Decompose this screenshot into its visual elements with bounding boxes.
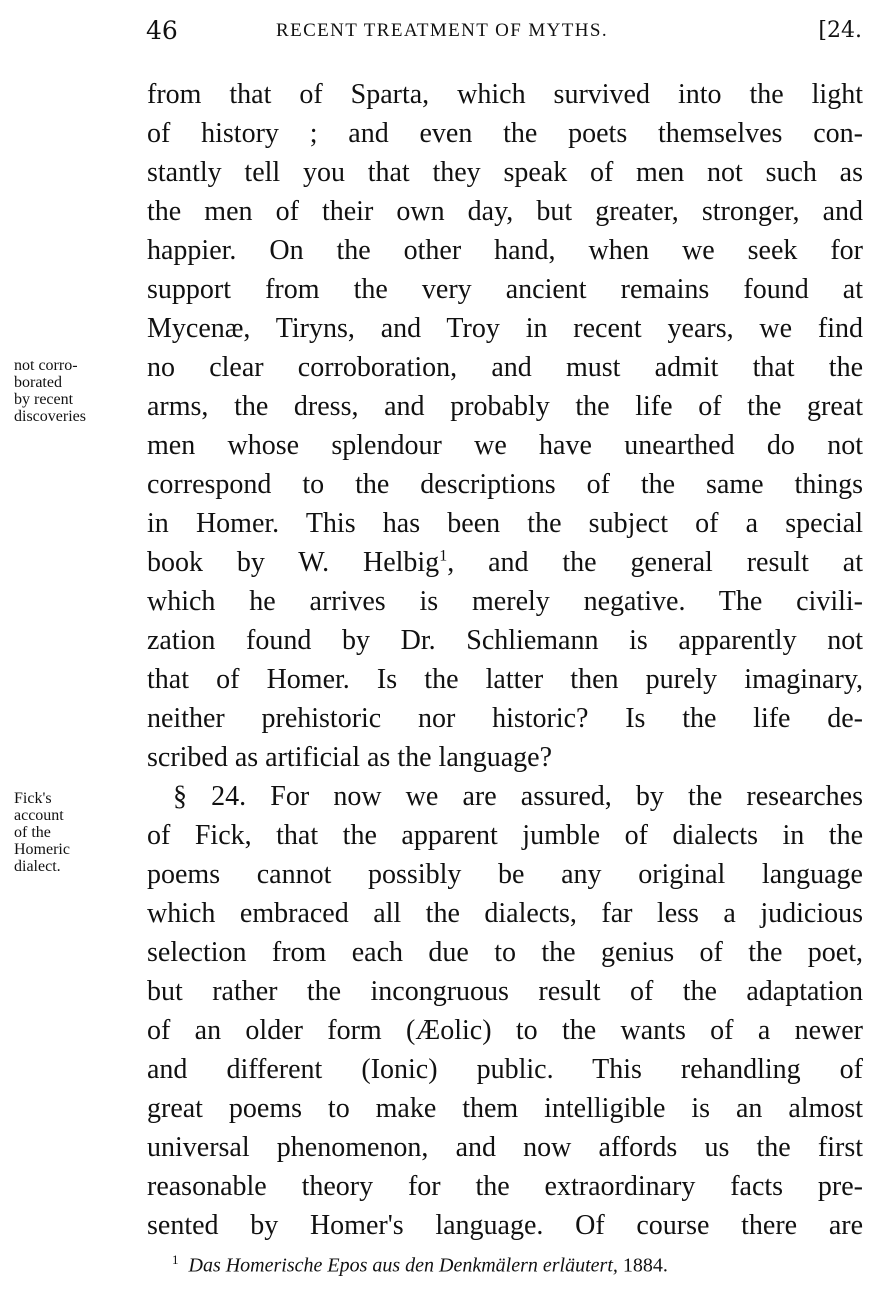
text-line: men whose splendour we have unearthed do not xyxy=(147,430,863,461)
text-line-with-footnote xyxy=(147,543,863,582)
text-line: which he arrives is merely negative. The civili- xyxy=(147,586,863,617)
text-line: selection from each due to the genius of the poet, xyxy=(147,937,863,968)
footnote-reference: 1 xyxy=(439,547,448,565)
text-line: no clear corroboration, and must admit that the xyxy=(147,352,863,383)
margin-note-line: Fick's xyxy=(14,790,52,807)
text-line: support from the very ancient remains found at xyxy=(147,274,863,305)
margin-note-line: dialect. xyxy=(14,858,61,875)
text-line: zation found by Dr. Schliemann is apparently not xyxy=(147,625,863,656)
text-line: neither prehistoric nor historic? Is the life de- xyxy=(147,703,863,734)
body-text xyxy=(147,75,863,1245)
margin-note-line: Homeric xyxy=(14,841,70,858)
text-segment: , and the general result at xyxy=(447,547,863,578)
text-line: of an older form (Æolic) to the wants of a newer xyxy=(147,1015,863,1046)
text-line: scribed as artificial as the language? xyxy=(147,742,553,773)
text-line: and different (Ionic) public. This rehandling of xyxy=(147,1054,863,1085)
margin-note-line: of the xyxy=(14,824,51,841)
text-line: of Fick, that the apparent jumble of dialects in the xyxy=(147,820,863,851)
page-header xyxy=(146,14,862,48)
section-mark: [24. xyxy=(818,18,862,43)
margin-note-line: discoveries xyxy=(14,408,86,425)
text-line: happier. On the other hand, when we seek for xyxy=(147,235,863,266)
margin-note-line: not corro- xyxy=(14,357,78,374)
text-line: but rather the incongruous result of the adaptation xyxy=(147,976,863,1007)
text-line: poems cannot possibly be any original language xyxy=(147,859,863,890)
text-line: Mycenæ, Tiryns, and Troy in recent years, we find xyxy=(147,313,863,344)
section-24-start: § 24. For now we are assured, by the researches xyxy=(173,781,863,812)
footnote-marker: 1 xyxy=(172,1252,179,1267)
text-segment: book by W. Helbig xyxy=(147,547,440,578)
text-line: stantly tell you that they speak of men not such as xyxy=(147,157,863,188)
text-line: reasonable theory for the extraordinary facts pre- xyxy=(147,1171,863,1202)
text-line: the men of their own day, but greater, stronger, and xyxy=(147,196,863,227)
text-line: arms, the dress, and probably the life of the great xyxy=(147,391,863,422)
text-line: universal phenomenon, and now affords us the first xyxy=(147,1132,863,1163)
page-number: 46 xyxy=(146,16,178,45)
text-line: which embraced all the dialects, far less a judicious xyxy=(147,898,863,929)
margin-note-line: borated xyxy=(14,374,62,391)
text-line: that of Homer. Is the latter then purely imaginary, xyxy=(147,664,863,695)
margin-note-line: account xyxy=(14,807,64,824)
margin-note-corroboration xyxy=(14,357,142,425)
text-line: from that of Sparta, which survived into the light xyxy=(147,79,863,110)
footnote-year: 1884. xyxy=(622,1254,668,1277)
text-line: great poems to make them intelligible is an almost xyxy=(147,1093,863,1124)
margin-note-fick xyxy=(14,790,142,875)
text-line: sented by Homer's language. Of course there are xyxy=(147,1210,863,1241)
text-line: correspond to the descriptions of the same things xyxy=(147,469,863,500)
text-line: of history ; and even the poets themselves con- xyxy=(147,118,863,149)
footnote-title: Das Homerische Epos aus den Denkmälern erläutert, xyxy=(188,1254,618,1277)
running-head: RECENT TREATMENT OF MYTHS. xyxy=(276,20,608,41)
footnote xyxy=(172,1252,668,1278)
margin-note-line: by recent xyxy=(14,391,74,408)
text-line: in Homer. This has been the subject of a special xyxy=(147,508,863,539)
